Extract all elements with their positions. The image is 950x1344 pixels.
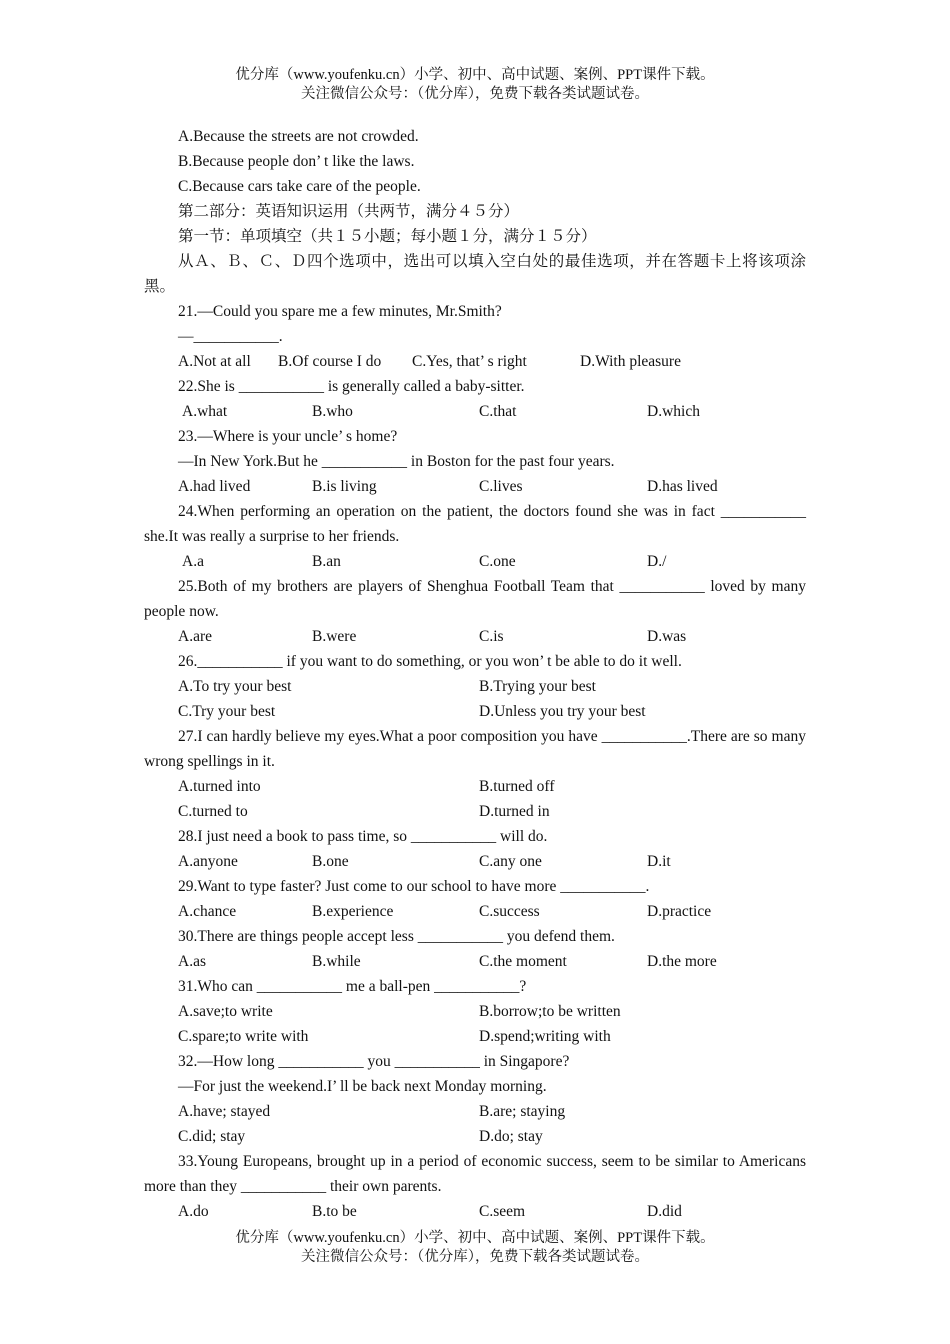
q27-option-b: B.turned off [479,778,555,795]
q29-option-a: A.chance [178,903,237,920]
q22-option-d: D.which [647,403,700,420]
q26-option-b: B.Trying your best [479,678,596,695]
q22-option-c: C.that [479,403,517,420]
q23-reply: —In New York.But he ___________ in Boston for the past four years. [178,453,615,470]
q33-option-b: B.to be [312,1203,357,1220]
q30-option-c: C.the moment [479,953,567,970]
footer-line-1: 优分库（www.youfenku.cn）小学、初中、高中试题、案例、PPT课件下载。 [235,1230,715,1246]
q24-option-d: D./ [647,553,667,570]
q31-option-d: D.spend;writing with [479,1028,611,1045]
q30-option-b: B.while [312,953,361,970]
q23-option-d: D.has lived [647,478,718,495]
q21-stem: 21.—Could you spare me a few minutes, Mr.Smith? [178,303,502,320]
q23-options [144,474,806,499]
q32-option-b: B.are; staying [479,1103,566,1120]
q32-stem: 32.—How long ___________ you ___________ in Singapore? [178,1053,570,1070]
q26-options-row1 [144,674,806,699]
q30-option-a: A.as [178,953,206,970]
q27-option-d: D.turned in [479,803,550,820]
q25-option-b: B.were [312,628,357,645]
header-line-1: 优分库（www.youfenku.cn）小学、初中、高中试题、案例、PPT课件下载。 [235,67,715,83]
q33-option-a: A.do [178,1203,209,1220]
section-instruction: 从Ａ、Ｂ、Ｃ、Ｄ四个选项中，选出可以填入空白处的最佳选项，并在答题卡上将该项涂黑。 [144,253,806,295]
exam-content [144,124,806,1224]
q24-options [144,549,806,574]
q24-option-a: A.a [182,553,204,570]
q26-stem: 26.___________ if you want to do something, or you won’ t be able to do it well. [178,653,682,670]
page-header [0,66,950,104]
q30-stem: 30.There are things people accept less ___________ you defend them. [178,928,615,945]
q22-option-a: A.what [182,403,228,420]
q21-reply: —___________. [178,328,283,345]
q29-option-d: D.practice [647,903,712,920]
footer-line-2: 关注微信公众号：（优分库），免费下载各类试题试卷。 [301,1249,649,1265]
q27-options-row1 [144,774,806,799]
q27-stem: 27.I can hardly believe my eyes.What a poor composition you have ___________.There are so many wrong spellings in it. [144,728,806,770]
prev-option-a: A.Because the streets are not crowded. [178,128,419,145]
q31-option-b: B.borrow;to be written [479,1003,621,1020]
q24-option-b: B.an [312,553,341,570]
q27-options-row2 [144,799,806,824]
q25-option-d: D.was [647,628,687,645]
q32-reply: —For just the weekend.I’ ll be back next Monday morning. [178,1078,547,1095]
q28-option-b: B.one [312,853,349,870]
q23-option-b: B.is living [312,478,377,495]
q26-option-a: A.To try your best [178,678,292,695]
q23-option-c: C.lives [479,478,523,495]
prev-option-c: C.Because cars take care of the people. [178,178,421,195]
q28-option-d: D.it [647,853,671,870]
q30-options [144,949,806,974]
q30-option-d: D.the more [647,953,717,970]
q32-option-a: A.have; stayed [178,1103,271,1120]
q31-option-a: A.save;to write [178,1003,273,1020]
q32-options-row2 [144,1124,806,1149]
q21-option-d: D.With pleasure [580,353,681,370]
q25-options [144,624,806,649]
q28-stem: 28.I just need a book to pass time, so ___________ will do. [178,828,548,845]
q32-options-row1 [144,1099,806,1124]
q24-option-c: C.one [479,553,516,570]
q29-option-c: C.success [479,903,540,920]
q31-stem: 31.Who can ___________ me a ball-pen ___________? [178,978,527,995]
q25-option-a: A.are [178,628,212,645]
q28-option-c: C.any one [479,853,542,870]
q22-option-b: B.who [312,403,353,420]
q26-option-d: D.Unless you try your best [479,703,646,720]
q26-option-c: C.Try your best [178,703,276,720]
q21-option-c: C.Yes, that’ s right [412,353,527,370]
q21-option-b: B.Of course I do [278,353,382,370]
page-footer [0,1229,950,1267]
q29-stem: 29.Want to type faster? Just come to our school to have more ___________. [178,878,650,895]
q29-options [144,899,806,924]
q33-options [144,1199,806,1224]
q22-stem: 22.She is ___________ is generally called a baby-sitter. [178,378,525,395]
q28-options [144,849,806,874]
q31-options-row1 [144,999,806,1024]
part-title: 第二部分：英语知识运用（共两节，满分４５分） [178,203,520,220]
q31-option-c: C.spare;to write with [178,1028,309,1045]
header-line-2: 关注微信公众号：（优分库），免费下载各类试题试卷。 [301,86,649,102]
section-title: 第一节：单项填空（共１５小题；每小题１分，满分１５分） [178,228,597,245]
q21-option-a: A.Not at all [178,353,251,370]
q25-option-c: C.is [479,628,504,645]
q22-options [144,399,806,424]
q27-option-c: C.turned to [178,803,248,820]
q32-option-d: D.do; stay [479,1128,543,1145]
q25-stem: 25.Both of my brothers are players of Shenghua Football Team that ___________ loved by many people now. [144,578,806,620]
prev-option-b: B.Because people don’ t like the laws. [178,153,415,170]
q33-option-d: D.did [647,1203,682,1220]
q23-stem: 23.—Where is your uncle’ s home? [178,428,398,445]
q23-option-a: A.had lived [178,478,251,495]
q28-option-a: A.anyone [178,853,238,870]
q21-options [144,349,806,374]
q33-option-c: C.seem [479,1203,526,1220]
q32-option-c: C.did; stay [178,1128,246,1145]
q24-stem: 24.When performing an operation on the patient, the doctors found she was in fact ___________ she.It was really a surprise to her friends. [144,503,806,545]
q27-option-a: A.turned into [178,778,261,795]
q29-option-b: B.experience [312,903,394,920]
q31-options-row2 [144,1024,806,1049]
q33-stem: 33.Young Europeans, brought up in a period of economic success, seem to be similar to Americans more than they ___________ their own parents. [144,1153,806,1195]
q26-options-row2 [144,699,806,724]
